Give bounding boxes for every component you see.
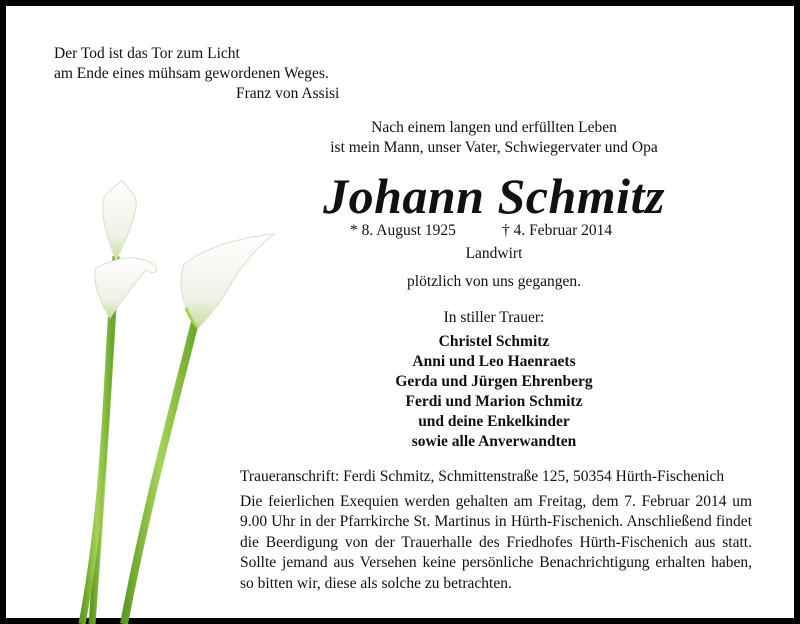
intro-text <box>234 118 754 158</box>
mourner-item: Anni und Leo Haenraets <box>412 353 576 370</box>
mourner-item: Ferdi und Marion Schmitz <box>405 393 583 410</box>
quote-block <box>54 44 340 102</box>
passing-text: plötzlich von uns gegangen. <box>407 273 581 290</box>
mourner-item: Gerda und Jürgen Ehrenberg <box>395 373 593 390</box>
mourning-address: Traueranschrift: Ferdi Schmitz, Schmittenstraße 125, 50354 Hürth-Fischenich <box>240 468 725 485</box>
mourners-list <box>234 332 754 452</box>
quote-line-1: Der Tod ist das Tor zum Licht <box>54 45 240 62</box>
intro-line-1: Nach einem langen und erfüllten Leben <box>371 119 617 136</box>
life-dates <box>350 222 612 240</box>
mourner-item: und deine Enkelkinder <box>418 413 570 430</box>
mourner-item: Christel Schmitz <box>438 333 550 350</box>
occupation: Landwirt <box>465 245 523 262</box>
intro-line-2: ist mein Mann, unser Vater, Schwiegervater und Opa <box>330 139 658 156</box>
death-date: † 4. Februar 2014 <box>501 222 613 239</box>
birth-date: * 8. August 1925 <box>350 222 456 239</box>
quote-author: Franz von Assisi <box>236 85 340 102</box>
mourning-heading: In stiller Trauer: <box>443 309 545 326</box>
deceased-name: Johann Schmitz <box>323 168 665 224</box>
service-notice: Die feierlichen Exequien werden gehalten am Freitag, dem 7. Februar 2014 um 9.00 Uhr in der Pfarrkirche St. Martinus in Hürth-Fischenich. Anschließend findet die Beerdigung von der Trauerhalle des Friedhofes Hürth-Fischenich aus statt. Sollte jemand aus Versehen keine persönliche Benachrichtigung erhalten haben, so bitten wir, diese als solche zu betrachten. <box>240 492 752 592</box>
quote-line-2: am Ende eines mühsam gewordenen Weges. <box>54 65 329 82</box>
funeral-info <box>240 467 752 594</box>
mourner-item: sowie alle Anverwandten <box>411 433 577 450</box>
